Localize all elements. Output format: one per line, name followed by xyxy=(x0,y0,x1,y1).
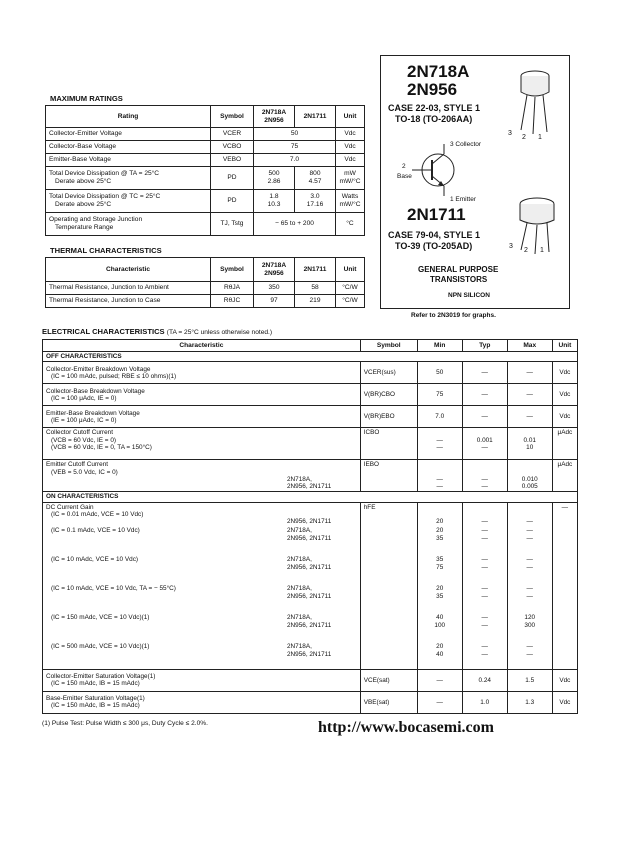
v1: 1.8 xyxy=(269,193,279,201)
dev1: 2N718A, xyxy=(287,527,312,535)
col-typ: Typ xyxy=(462,340,507,352)
symbol: VCER xyxy=(211,128,254,141)
table-row xyxy=(43,642,578,669)
symbol: V(BR)EBO xyxy=(360,406,417,428)
npn-silicon: NPN SILICON xyxy=(448,292,490,299)
value-b xyxy=(295,190,336,213)
typ: — xyxy=(462,406,507,428)
v2: — xyxy=(526,534,533,542)
v1: — xyxy=(481,556,488,564)
v2: 10 xyxy=(526,443,534,451)
char-line: Collector-Emitter Saturation Voltage(1) xyxy=(46,672,156,680)
v1: — xyxy=(526,527,533,535)
v1: — xyxy=(526,585,533,593)
to39-package-icon xyxy=(505,192,565,262)
min xyxy=(417,555,462,584)
v2: 100 xyxy=(434,621,446,629)
min xyxy=(417,526,462,555)
v1: 120 xyxy=(524,614,536,622)
typ: 1.0 xyxy=(462,691,507,713)
unit: Vdc xyxy=(552,669,577,691)
v1: 40 xyxy=(436,614,444,622)
rating-name xyxy=(46,190,211,213)
min: 20 xyxy=(417,502,462,526)
dev2: 2N956, 2N1711 xyxy=(287,621,332,629)
v2: — xyxy=(481,621,488,629)
v1: — xyxy=(481,643,488,651)
to18-package-icon xyxy=(505,62,565,142)
typ: — xyxy=(462,384,507,406)
max: — xyxy=(507,384,552,406)
table-row xyxy=(46,213,365,236)
max xyxy=(507,584,552,613)
symbol: RθJC xyxy=(211,295,254,308)
electrical-title-row xyxy=(42,327,272,336)
v2: 40 xyxy=(436,650,444,658)
case-2: CASE 79-04, STYLE 1 xyxy=(388,230,481,240)
max-ratings-table xyxy=(45,105,365,236)
char-cond: (IC = 0.1 mAdc, VCE = 10 Vdc) xyxy=(43,526,285,555)
pin-base-label: Base xyxy=(397,173,412,180)
dev2: 2N956, 2N1711 xyxy=(287,650,332,658)
symbol: V(BR)CBO xyxy=(360,384,417,406)
typ xyxy=(462,428,507,460)
v2: — xyxy=(481,483,488,490)
dev1: 2N718A, xyxy=(287,614,312,622)
char-cond-2: (VCB = 60 Vdc, IE = 0, TA = 150°C) xyxy=(51,444,152,452)
characteristic xyxy=(43,406,361,428)
device xyxy=(284,460,360,492)
v2: — xyxy=(481,592,488,600)
min xyxy=(417,460,462,492)
v2: — xyxy=(481,650,488,658)
symbol: TJ, Tstg xyxy=(211,213,254,236)
table-row xyxy=(43,384,578,406)
unit: Vdc xyxy=(336,128,365,141)
rating-line: Total Device Dissipation @ TA = 25°C xyxy=(49,170,160,178)
part-number-2n718a: 2N718A xyxy=(407,62,470,81)
table-row xyxy=(46,295,365,308)
typ: — xyxy=(462,502,507,526)
thermal-table xyxy=(45,257,365,308)
v2: — xyxy=(526,592,533,600)
symbol: hFE xyxy=(360,502,417,669)
dev1: 2N718A, xyxy=(287,475,312,483)
col-unit: Unit xyxy=(336,258,365,282)
unit: °C/W xyxy=(336,295,365,308)
symbol: VCE(sat) xyxy=(360,669,417,691)
dev2: 2N956, 2N1711 xyxy=(287,534,332,542)
table-row xyxy=(43,502,578,526)
thermal-title: THERMAL CHARACTERISTICS xyxy=(50,246,162,255)
characteristic xyxy=(43,669,361,691)
v1: — xyxy=(526,556,533,564)
device xyxy=(284,613,360,642)
rating-line-2: Temperature Range xyxy=(55,224,114,231)
table-row xyxy=(46,190,365,213)
max: 1.3 xyxy=(507,691,552,713)
pin-base-number: 2 xyxy=(402,163,406,170)
pin-label-2b: 2 xyxy=(524,247,528,254)
min: — xyxy=(417,669,462,691)
value: 50 xyxy=(254,128,336,141)
table-row xyxy=(43,669,578,691)
table-row xyxy=(46,167,365,190)
col-2n718a: 2N718A 2N956 xyxy=(254,106,295,128)
v2: 4.57 xyxy=(308,178,322,185)
u2: mW/°C xyxy=(339,201,361,208)
typ xyxy=(462,555,507,584)
typ xyxy=(462,526,507,555)
char-line: Emitter-Base Breakdown Voltage xyxy=(46,409,140,417)
rating-line: Operating and Storage Junction xyxy=(49,216,143,224)
col-rating: Rating xyxy=(46,106,211,128)
v2: 35 xyxy=(436,592,444,600)
rating-line: Total Device Dissipation @ TC = 25°C xyxy=(49,193,161,201)
symbol: ICBO xyxy=(360,428,417,460)
dev1: 2N718A, xyxy=(287,556,312,564)
char-cond: (IC = 10 mAdc, VCE = 10 Vdc) xyxy=(43,555,285,584)
unit: Vdc xyxy=(552,362,577,384)
v1: — xyxy=(481,475,488,483)
rating-name: Emitter-Base Voltage xyxy=(46,154,211,167)
v2: — xyxy=(481,534,488,542)
characteristic xyxy=(43,460,285,492)
on-characteristics-heading: ON CHARACTERISTICS xyxy=(43,492,578,502)
max xyxy=(507,526,552,555)
col-characteristic: Characteristic xyxy=(46,258,211,282)
device xyxy=(284,642,360,669)
char-cond: (IC = 150 mAdc, IB = 15 mAdc) xyxy=(51,680,140,688)
characteristic xyxy=(43,384,361,406)
max-ratings-title: MAXIMUM RATINGS xyxy=(50,94,123,103)
v1: 0.01 xyxy=(523,436,536,444)
unit: — xyxy=(552,502,577,669)
char-cond: (IC = 100 mAdc, pulsed; RBE ≤ 10 ohms)(1) xyxy=(51,372,177,380)
min: — xyxy=(417,691,462,713)
min: 50 xyxy=(417,362,462,384)
v1: 500 xyxy=(268,170,280,178)
rating-name: Collector-Base Voltage xyxy=(46,141,211,154)
value-a xyxy=(254,190,295,213)
table-row xyxy=(43,526,578,555)
v2: 75 xyxy=(436,563,444,571)
table-row xyxy=(43,362,578,384)
char-cond: (IC = 150 mAdc, IB = 15 mAdc) xyxy=(51,702,140,710)
device: 2N956, 2N1711 xyxy=(284,502,360,526)
v2: 10.3 xyxy=(267,201,281,208)
table-row xyxy=(43,691,578,713)
characteristic: Thermal Resistance, Junction to Case xyxy=(46,295,211,308)
char-cond: (IE = 100 μAdc, IC = 0) xyxy=(51,416,117,424)
typ xyxy=(462,642,507,669)
typ xyxy=(462,613,507,642)
table-row xyxy=(43,555,578,584)
v2: 300 xyxy=(524,621,536,629)
v1: 20 xyxy=(436,585,444,593)
table-row xyxy=(46,128,365,141)
unit xyxy=(336,190,365,213)
max: — xyxy=(507,406,552,428)
min xyxy=(417,613,462,642)
unit: Vdc xyxy=(336,141,365,154)
value-a: 97 xyxy=(254,295,295,308)
col-2n1711: 2N1711 xyxy=(295,106,336,128)
pin-label-1b: 1 xyxy=(540,247,544,254)
min xyxy=(417,584,462,613)
unit xyxy=(336,167,365,190)
v1: 20 xyxy=(436,527,444,535)
characteristic xyxy=(43,362,361,384)
typ xyxy=(462,584,507,613)
col-2n718a: 2N718A 2N956 xyxy=(254,258,295,282)
pin-collector-label: 3 Collector xyxy=(450,141,482,148)
v1: 0.001 xyxy=(476,436,493,444)
char-cond: (IC = 150 mAdc, VCE = 10 Vdc)(1) xyxy=(43,613,285,642)
part-number-2n956: 2N956 xyxy=(407,80,458,99)
v1: 20 xyxy=(436,643,444,651)
table-row xyxy=(43,613,578,642)
v1: — xyxy=(436,475,443,483)
char-cond: (VCB = 60 Vdc, IE = 0) xyxy=(51,436,117,444)
characteristic: Thermal Resistance, Junction to Ambient xyxy=(46,282,211,295)
typ: — xyxy=(462,362,507,384)
min: 7.0 xyxy=(417,406,462,428)
table-row xyxy=(46,141,365,154)
char-cond: (IC = 10 mAdc, VCE = 10 Vdc, TA = − 55°C) xyxy=(43,584,285,613)
char-cond: (IC = 100 μAdc, IE = 0) xyxy=(51,394,117,402)
electrical-title: ELECTRICAL CHARACTERISTICS xyxy=(42,327,165,336)
part-number-2n1711: 2N1711 xyxy=(407,205,466,224)
col-min: Min xyxy=(417,340,462,352)
col-2n1711: 2N1711 xyxy=(295,258,336,282)
dev2: 2N956, 2N1711 xyxy=(287,563,332,571)
v2: — xyxy=(526,650,533,658)
v2: — xyxy=(481,563,488,571)
device xyxy=(284,526,360,555)
refer-note: Refer to 2N3019 for graphs. xyxy=(411,312,496,319)
symbol: PD xyxy=(211,190,254,213)
char-cond: (IC = 0.01 mAdc, VCE = 10 Vdc) xyxy=(51,511,144,519)
typ: 0.24 xyxy=(462,669,507,691)
description-line-2: TRANSISTORS xyxy=(430,275,488,284)
char-line: Collector Cutoff Current xyxy=(46,429,114,437)
max: — xyxy=(507,362,552,384)
unit: μAdc xyxy=(552,460,577,492)
package-1: TO-18 (TO-206AA) xyxy=(395,114,473,124)
table-row xyxy=(43,584,578,613)
table-row xyxy=(43,406,578,428)
v2: 2.86 xyxy=(267,178,281,185)
char-line: Base-Emitter Saturation Voltage(1) xyxy=(46,694,145,702)
pin-emitter-label: 1 Emitter xyxy=(450,196,477,203)
symbol: IEBO xyxy=(360,460,417,492)
v1: — xyxy=(481,614,488,622)
dev1: 2N718A, xyxy=(287,585,312,593)
off-characteristics-heading: OFF CHARACTERISTICS xyxy=(43,352,578,362)
v1: 800 xyxy=(309,170,321,178)
dev1: 2N718A, xyxy=(287,643,312,651)
dev2: 2N956, 2N1711 xyxy=(287,483,332,490)
rating-name: Collector-Emitter Voltage xyxy=(46,128,211,141)
max: — xyxy=(507,502,552,526)
min xyxy=(417,642,462,669)
v1: — xyxy=(526,643,533,651)
col-symbol: Symbol xyxy=(360,340,417,352)
symbol: VCER(sus) xyxy=(360,362,417,384)
v1: — xyxy=(481,527,488,535)
max: 1.5 xyxy=(507,669,552,691)
pin-label-2a: 2 xyxy=(522,134,526,141)
pin-label-1a: 1 xyxy=(538,134,542,141)
value: 7.0 xyxy=(254,154,336,167)
device xyxy=(284,555,360,584)
characteristic xyxy=(43,691,361,713)
pin-label-3a: 3 xyxy=(508,130,512,137)
col-unit: Unit xyxy=(552,340,577,352)
electrical-conditions: (TA = 25°C unless otherwise noted.) xyxy=(166,329,273,336)
value-b xyxy=(295,167,336,190)
symbol: PD xyxy=(211,167,254,190)
symbol: RθJA xyxy=(211,282,254,295)
rating-name xyxy=(46,213,211,236)
u2: mW/°C xyxy=(339,178,361,185)
unit: °C/W xyxy=(336,282,365,295)
table-row xyxy=(43,428,578,460)
table-row xyxy=(43,460,578,492)
case-1: CASE 22-03, STYLE 1 xyxy=(388,103,481,113)
unit: Vdc xyxy=(552,691,577,713)
symbol: VBE(sat) xyxy=(360,691,417,713)
pin-label-3b: 3 xyxy=(509,243,513,250)
char-cond: (VEB = 5.0 Vdc, IC = 0) xyxy=(51,468,118,476)
v1: 0.010 xyxy=(521,475,538,483)
value: 75 xyxy=(254,141,336,154)
package-2: TO-39 (TO-205AD) xyxy=(395,241,473,251)
value-b: 58 xyxy=(295,282,336,295)
npn-transistor-symbol-icon xyxy=(408,142,468,198)
v1: — xyxy=(436,436,443,444)
char-line: DC Current Gain xyxy=(46,503,94,511)
v2: — xyxy=(436,443,443,451)
device xyxy=(284,584,360,613)
typ xyxy=(462,460,507,492)
unit: Vdc xyxy=(552,406,577,428)
characteristic xyxy=(43,502,285,526)
unit: Vdc xyxy=(552,384,577,406)
description-line-1: GENERAL PURPOSE xyxy=(418,265,499,274)
col-symbol: Symbol xyxy=(211,258,254,282)
u1: Watts xyxy=(341,193,359,201)
value: − 65 to + 200 xyxy=(254,213,336,236)
u1: mW xyxy=(344,170,356,178)
max xyxy=(507,642,552,669)
rating-line-2: Derate above 25°C xyxy=(55,201,112,208)
v2: — xyxy=(436,483,443,490)
v2: 17.16 xyxy=(306,201,324,208)
char-line: Collector-Emitter Breakdown Voltage xyxy=(46,365,151,373)
dev2: 2N956, 2N1711 xyxy=(287,592,332,600)
col-symbol: Symbol xyxy=(211,106,254,128)
unit: °C xyxy=(336,213,365,236)
col-characteristic: Characteristic xyxy=(43,340,361,352)
table-row xyxy=(46,154,365,167)
rating-name xyxy=(46,167,211,190)
v2: 0.005 xyxy=(521,483,538,490)
v2: 35 xyxy=(436,534,444,542)
electrical-table xyxy=(42,339,578,714)
value-b: 219 xyxy=(295,295,336,308)
symbol: VCBO xyxy=(211,141,254,154)
min: 75 xyxy=(417,384,462,406)
char-cond: (IC = 500 mAdc, VCE = 10 Vdc)(1) xyxy=(43,642,285,669)
v1: — xyxy=(481,585,488,593)
max xyxy=(507,460,552,492)
v2: — xyxy=(526,563,533,571)
v1: 35 xyxy=(436,556,444,564)
characteristic xyxy=(43,428,361,460)
value-a xyxy=(254,167,295,190)
max xyxy=(507,555,552,584)
footnote: (1) Pulse Test: Pulse Width ≤ 300 μs, Duty Cycle ≤ 2.0%. xyxy=(42,720,208,727)
rating-line-2: Derate above 25°C xyxy=(55,178,112,185)
table-row xyxy=(46,282,365,295)
char-line: Collector-Base Breakdown Voltage xyxy=(46,387,145,395)
max xyxy=(507,613,552,642)
min xyxy=(417,428,462,460)
max xyxy=(507,428,552,460)
char-line: Emitter Cutoff Current xyxy=(46,461,109,469)
website-url[interactable]: http://www.bocasemi.com xyxy=(318,719,494,736)
unit: μAdc xyxy=(552,428,577,460)
v2: — xyxy=(481,443,488,451)
v1: 3.0 xyxy=(310,193,320,201)
symbol: VEBO xyxy=(211,154,254,167)
col-unit: Unit xyxy=(336,106,365,128)
col-max: Max xyxy=(507,340,552,352)
value-a: 350 xyxy=(254,282,295,295)
unit: Vdc xyxy=(336,154,365,167)
